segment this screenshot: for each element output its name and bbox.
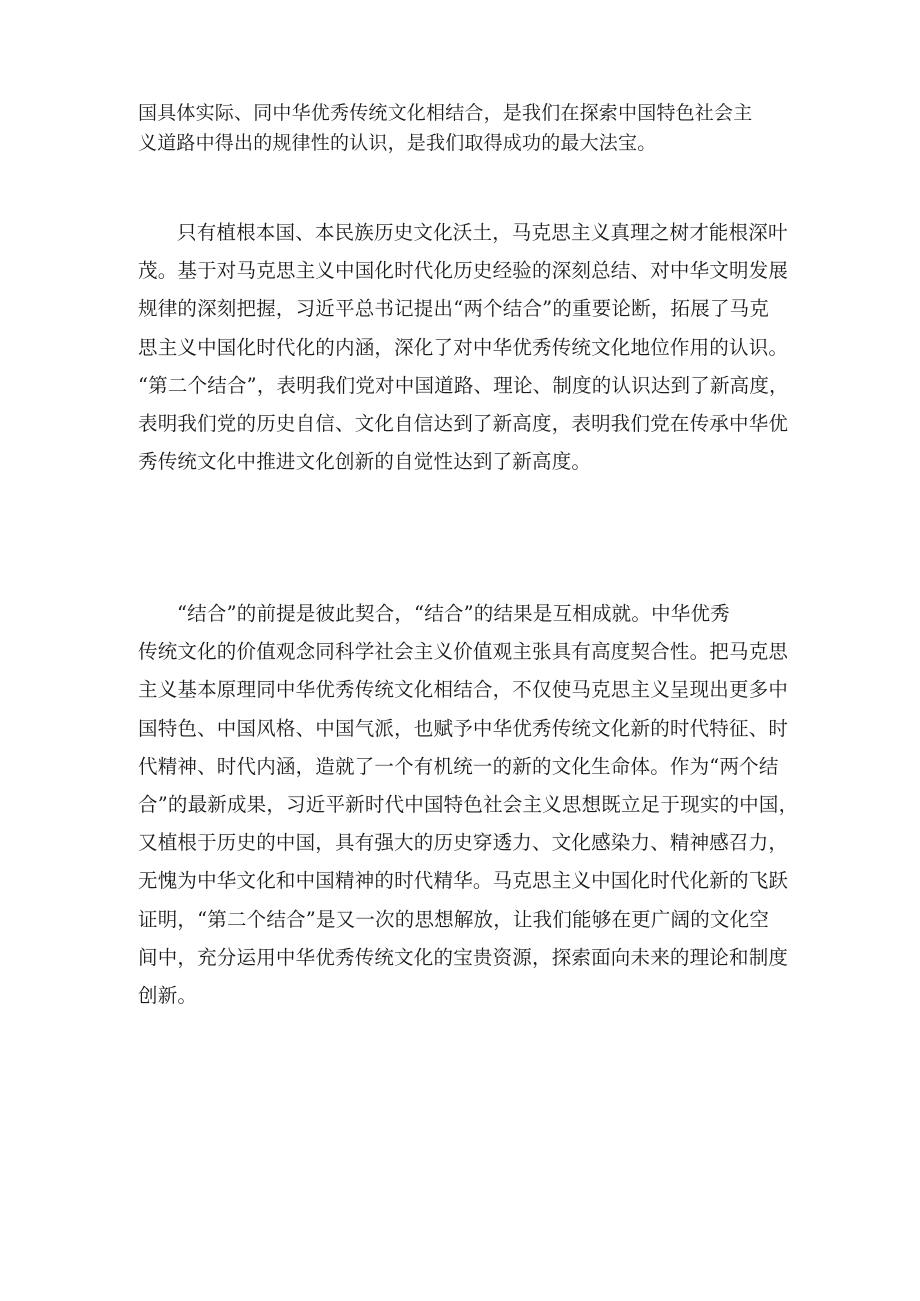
paragraph-2-line: 只有植根本国、本民族历史文化沃土，马克思主义真理之树才能根深叶 bbox=[177, 221, 788, 244]
paragraph-3-line: 证明，“第二个结合”是又一次的思想解放，让我们能够在更广阔的文化空 bbox=[138, 907, 770, 931]
paragraph-2-line: “第二个结合”，表明我们党对中国道路、理论、制度的认识达到了新高度， bbox=[138, 373, 789, 397]
paragraph-2-line: 秀传统文化中推进文化创新的自觉性达到了新高度。 bbox=[138, 450, 592, 474]
paragraph-1 bbox=[138, 98, 798, 158]
paragraph-3-line: 无愧为中华文化和中国精神的时代精华。马克思主义中国化时代化新的飞跃 bbox=[138, 869, 789, 893]
paragraph-1-line: 国具体实际、同中华优秀传统文化相结合，是我们在探索中国特色社会主 bbox=[138, 102, 753, 124]
paragraph-2-line: 规律的深刻把握，习近平总书记提出“两个结合”的重要论断，拓展了马克 bbox=[138, 297, 770, 321]
paragraph-3-line: 代精神、时代内涵，造就了一个有机统一的新的文化生命体。作为“两个结 bbox=[138, 754, 779, 778]
paragraph-3 bbox=[138, 595, 798, 1015]
paragraph-3-line: 间中，充分运用中华优秀传统文化的宝贵资源，探索面向未来的理论和制度 bbox=[138, 945, 789, 969]
paragraph-1-line: 义道路中得出的规律性的认识，是我们取得成功的最大法宝。 bbox=[138, 132, 657, 154]
paragraph-3-line: “结合”的前提是彼此契合，“结合”的结果是互相成就。中华优秀 bbox=[177, 602, 730, 625]
paragraph-3-line: 主义基本原理同中华优秀传统文化相结合，不仅使马克思主义呈现出更多中 bbox=[138, 678, 789, 702]
paragraph-2-line: 茂。基于对马克思主义中国化时代化历史经验的深刻总结、对中华文明发展 bbox=[138, 259, 789, 283]
paragraph-2-line: 思主义中国化时代化的内涵，深化了对中华优秀传统文化地位作用的认识。 bbox=[138, 335, 789, 359]
paragraph-3-line: 合”的最新成果，习近平新时代中国特色社会主义思想既立足于现实的中国， bbox=[138, 793, 798, 817]
paragraph-3-line: 又植根于历史的中国，具有强大的历史穿透力、文化感染力、精神感召力， bbox=[138, 831, 789, 855]
paragraph-3-line: 创新。 bbox=[138, 984, 198, 1008]
paragraph-3-line: 传统文化的价值观念同科学社会主义价值观主张具有高度契合性。把马克思 bbox=[138, 640, 789, 664]
paragraph-3-line: 国特色、中国风格、中国气派，也赋予中华优秀传统文化新的时代特征、时 bbox=[138, 716, 789, 740]
paragraph-2-line: 表明我们党的历史自信、文化自信达到了新高度，表明我们党在传承中华优 bbox=[138, 412, 789, 436]
paragraph-2 bbox=[138, 214, 798, 481]
